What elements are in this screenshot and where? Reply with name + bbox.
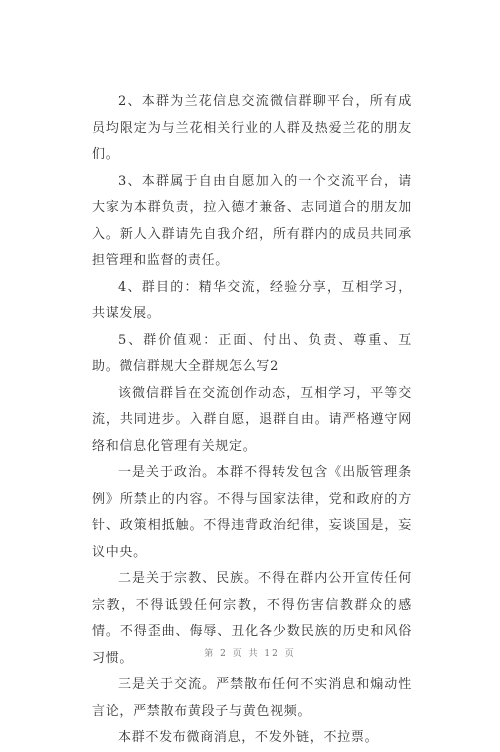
paragraph-communication: 三是关于交流。严禁散布任何不实消息和煽动性言论，严禁散布黄段子与黄色视频。: [92, 677, 412, 719]
paragraph-rule-4: 4、群目的：精华交流，经验分享，互相学习，共谋发展。: [92, 279, 412, 321]
paragraph-politics: 一是关于政治。本群不得转发包含《出版管理条例》所禁止的内容。不得与国家法律，党和政府的方针、政策相抵触。不得违背政治纪律，妄谈国是，妄议中央。: [92, 465, 412, 560]
paragraph-religion: 二是关于宗教、民族。不得在群内公开宣传任何宗教，不得诋毁任何宗教，不得伤害信教群众的感情。不得歪曲、侮辱、丑化各少数民族的历史和风俗习惯。: [92, 571, 412, 666]
paragraph-rule-5: 5、群价值观：正面、付出、负责、尊重、互助。微信群规大全群规怎么写2: [92, 332, 412, 374]
page-number-footer: 第 2 页 共 12 页: [204, 649, 296, 659]
paragraph-no-marketing: 本群不发布微商消息，不发外链，不拉票。: [118, 730, 379, 745]
paragraph-rule-2: 2、本群为兰花信息交流微信群聊平台，所有成员均限定为与兰花相关行业的人群及热爱兰花的朋友们。: [92, 94, 412, 162]
paragraph-intro: 该微信群旨在交流创作动态，互相学习，平等交流，共同进步。入群自愿，退群自由。请严格遵守网络和信息化管理有关规定。: [92, 385, 412, 454]
paragraph-rule-3: 3、本群属于自由自愿加入的一个交流平台，请大家为本群负责，拉入德才兼备、志同道合的朋友加入。新人入群请先自我介绍，所有群内的成员共同承担管理和监督的责任。: [92, 173, 412, 268]
